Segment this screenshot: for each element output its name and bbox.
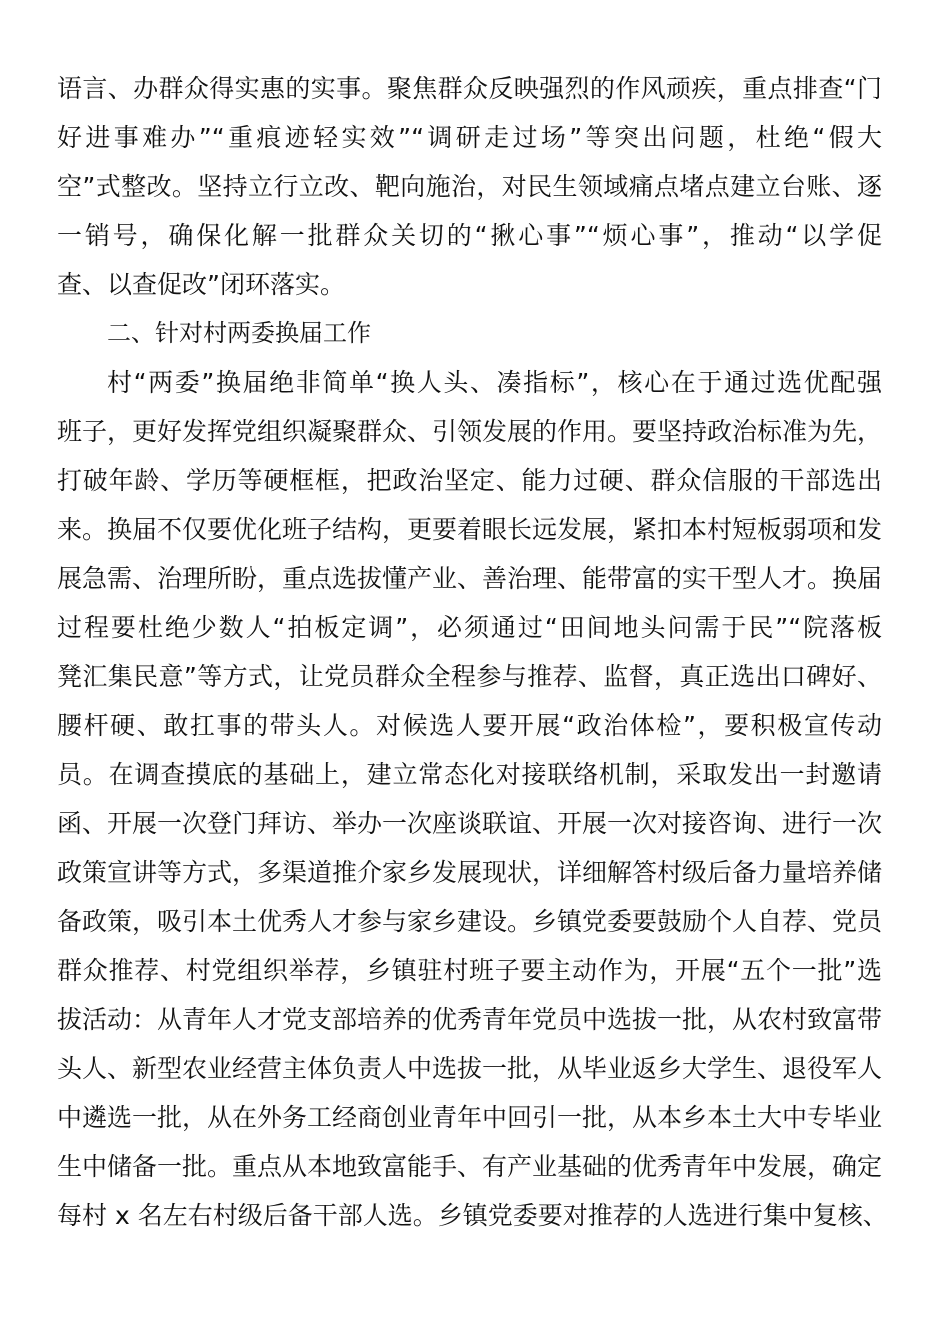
paragraph-line: 腰杆硬、敢扛事的带头人。对候选人要开展“政治体检”，要积极宣传动 — [57, 711, 882, 740]
paragraph-line: 头人、新型农业经营主体负责人中选拔一批，从毕业返乡大学生、退役军人 — [57, 1054, 883, 1083]
paragraph-line: 每村 x 名左右村级后备干部人选。乡镇党委要对推荐的人选进行集中复核、 — [57, 1201, 888, 1230]
paragraph-line: 中遴选一批，从在外务工经商创业青年中回引一批，从本乡本土大中专毕业 — [57, 1103, 883, 1132]
paragraph-1 — [57, 64, 882, 309]
section-heading: 二、针对村两委换届工作 — [107, 319, 371, 347]
paragraph-line: 查、以查促改”闭环落实。 — [57, 270, 345, 299]
paragraph-line: 备政策，吸引本土优秀人才参与家乡建设。乡镇党委要鼓励个人自荐、党员 — [57, 907, 883, 936]
paragraph-line: 拔活动：从青年人才党支部培养的优秀青年党员中选拔一批，从农村致富带 — [57, 1005, 883, 1034]
paragraph-line: 员。在调查摸底的基础上，建立常态化对接联络机制，采取发出一封邀请 — [57, 760, 882, 789]
paragraph-line: 政策宣讲等方式，多渠道推介家乡发展现状，详细解答村级后备力量培养储 — [57, 858, 883, 887]
paragraph-line: 展急需、治理所盼，重点选拔懂产业、善治理、能带富的实干型人才。换届 — [57, 564, 883, 593]
paragraph-line: 语言、办群众得实惠的实事。聚焦群众反映强烈的作风顽疾，重点排查“门 — [57, 74, 882, 103]
paragraph-line: 空”式整改。坚持立行立改、靶向施治，对民生领域痛点堵点建立台账、逐 — [57, 172, 882, 201]
paragraph-line: 生中储备一批。重点从本地致富能手、有产业基础的优秀青年中发展，确定 — [57, 1152, 883, 1181]
paragraph-line: 群众推荐、村党组织举荐，乡镇驻村班子要主动作为，开展“五个一批”选 — [57, 956, 882, 985]
document-body — [57, 64, 888, 1240]
paragraph-line: 来。换届不仅要优化班子结构，更要着眼长远发展，紧扣本村短板弱项和发 — [57, 515, 883, 544]
paragraph-line: 过程要杜绝少数人“拍板定调”，必须通过“田间地头问需于民”“院落板 — [57, 613, 882, 642]
paragraph-line: 函、开展一次登门拜访、举办一次座谈联谊、开展一次对接咨询、进行一次 — [57, 809, 883, 838]
paragraph-line: 打破年龄、学历等硬框框，把政治坚定、能力过硬、群众信服的干部选出 — [57, 466, 882, 495]
paragraph-line: 村“两委”换届绝非简单“换人头、凑指标”，核心在于通过选优配强 — [107, 368, 882, 397]
paragraph-line: 凳汇集民意”等方式，让党员群众全程参与推荐、监督，真正选出口碑好、 — [57, 662, 882, 691]
paragraph-line: 一销号，确保化解一批群众关切的“揪心事”“烦心事”，推动“以学促 — [57, 221, 882, 250]
paragraph-2 — [57, 358, 888, 1240]
paragraph-line: 班子，更好发挥党组织凝聚群众、引领发展的作用。要坚持政治标准为先， — [57, 417, 883, 446]
paragraph-line: 好进事难办”“重痕迹轻实效”“调研走过场”等突出问题，杜绝“假大 — [57, 123, 882, 152]
